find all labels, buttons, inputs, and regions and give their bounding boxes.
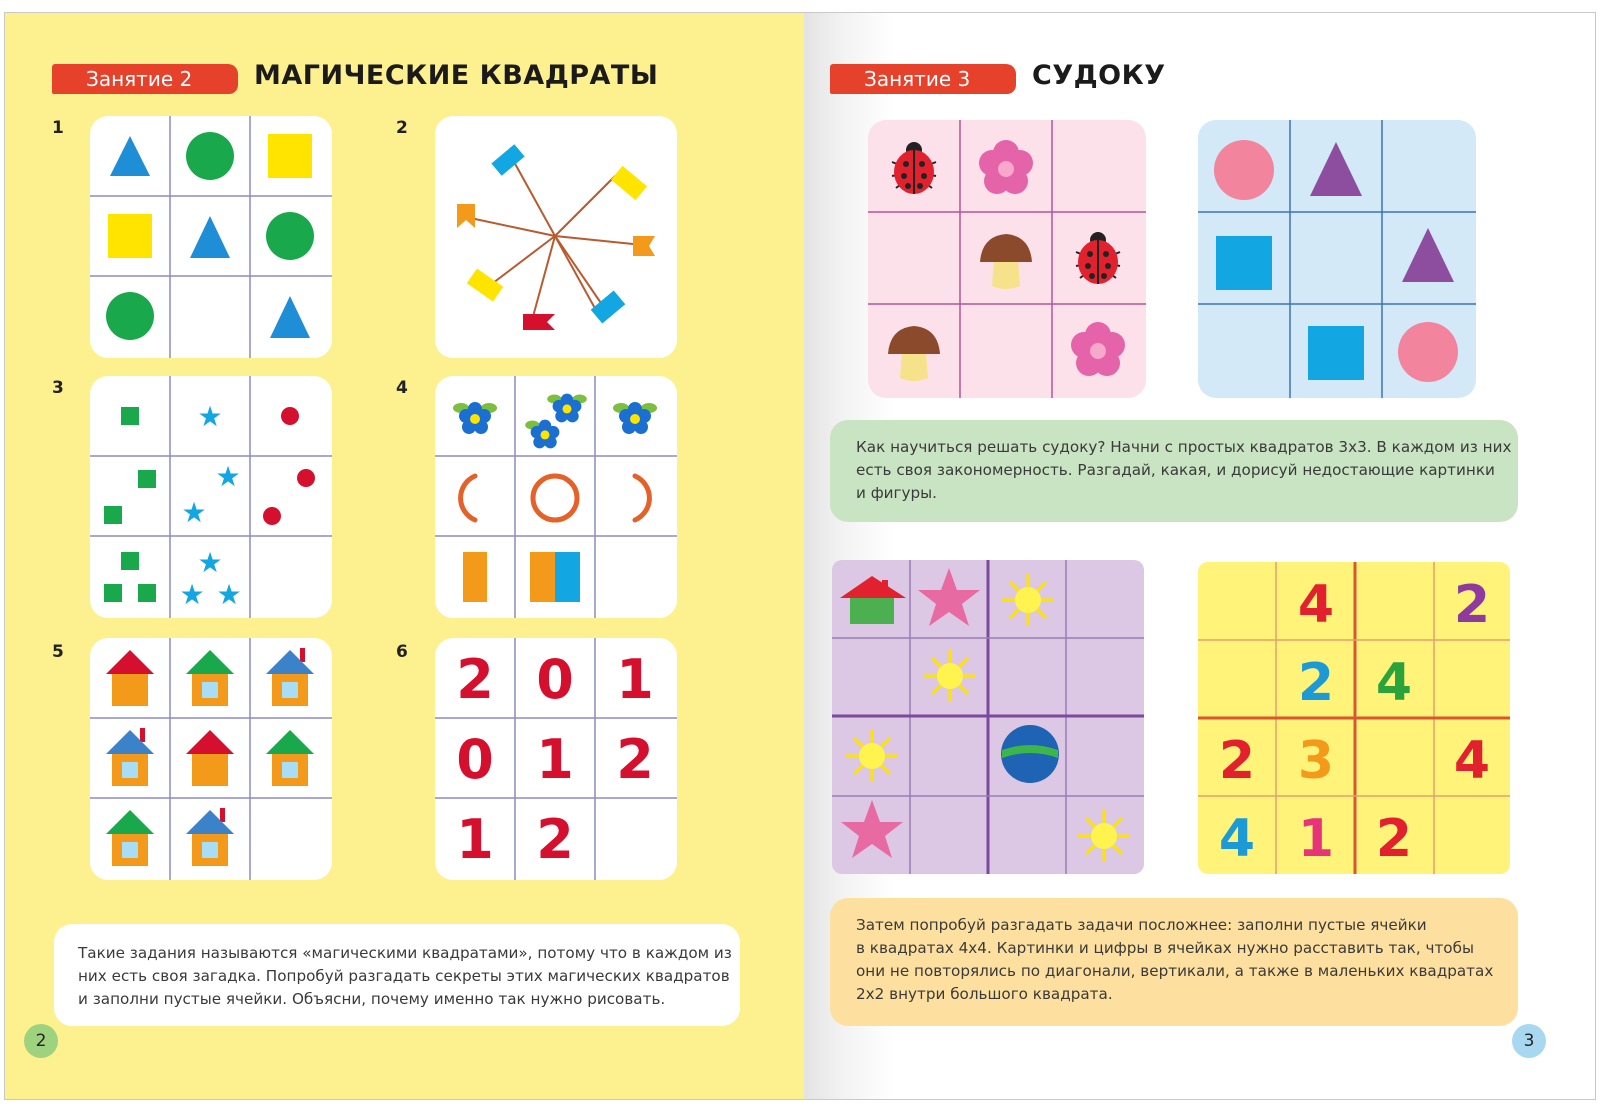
sudoku-4x4-pictures — [832, 560, 1144, 874]
cyan-square-shape — [1308, 326, 1364, 380]
pink-star-icon — [918, 568, 980, 626]
exercise-number-5: 5 — [52, 642, 64, 662]
green-small-square — [104, 584, 122, 602]
planet-ball-icon — [1001, 725, 1059, 783]
ladybug-icon — [892, 142, 936, 194]
lesson-2-tag: Занятие 2 — [52, 64, 238, 94]
ladybug-icon — [1076, 232, 1120, 284]
sudoku-purple-grid — [832, 560, 1144, 874]
blue-star-shape: ★ — [181, 496, 207, 529]
blue-star-shape: ★ — [197, 400, 223, 433]
orange-rectangle — [463, 552, 487, 602]
outro-line: в квадратах 4х4. Картинки и цифры в ячейках нужно расставить так, чтобы — [856, 939, 1474, 957]
green-circle-shape — [106, 292, 154, 340]
green-small-square — [138, 584, 156, 602]
lesson-3-tag: Занятие 3 — [830, 64, 1016, 94]
green-small-square — [138, 470, 156, 488]
mushroom-icon — [980, 234, 1032, 289]
green-small-square — [104, 506, 122, 524]
orange-flag — [633, 236, 655, 256]
outro-line: они не повторялись по диагонали, вертикали, а также в маленьких квадратах — [856, 962, 1494, 980]
orange-right-arc — [635, 476, 649, 520]
page-number-left: 2 — [24, 1024, 58, 1058]
blue-star-shape: ★ — [197, 546, 223, 579]
description-line: и заполни пустые ячейки. Объясни, почему именно так нужно рисовать. — [78, 990, 666, 1008]
blue-star-shape: ★ — [216, 578, 242, 611]
orange-rectangle — [530, 552, 555, 602]
green-small-square — [121, 407, 139, 425]
sudoku-4x4-digits — [1198, 562, 1510, 874]
left-description-box — [54, 924, 740, 1026]
yellow-flag — [467, 268, 504, 301]
sudoku-digit: 3 — [1297, 731, 1335, 791]
yellow-square-shape — [108, 214, 152, 258]
purple-triangle-shape — [1402, 228, 1454, 282]
exercise-number-4: 4 — [396, 378, 408, 398]
sudoku-digit: 1 — [1297, 809, 1335, 869]
sudoku-yellow-grid — [1198, 562, 1510, 874]
blue-star-shape: ★ — [179, 578, 205, 611]
intro-line: Как научиться решать судоку? Начни с простых квадратов 3х3. В каждом из них — [856, 438, 1512, 456]
sudoku-digit: 4 — [1375, 653, 1413, 713]
outro-line: Затем попробуй разгадать задачи посложнее: заполни пустые ячейки — [856, 916, 1427, 934]
green-small-square — [121, 552, 139, 570]
magic-square-3 — [90, 376, 332, 618]
pink-circle-shape — [1214, 140, 1274, 200]
blue-flower-icon — [453, 402, 497, 434]
magic-square-5-grid — [90, 638, 332, 880]
magic-square-1 — [90, 116, 332, 358]
red-dot-shape — [281, 407, 299, 425]
green-circle-shape — [266, 212, 314, 260]
blue-star-shape: ★ — [215, 460, 241, 493]
intro-line: есть своя закономерность. Разгадай, какая, и дорисуй недостающие картинки — [856, 461, 1495, 479]
magic-square-1-grid — [90, 116, 332, 358]
pink-star-icon — [841, 800, 903, 858]
sun-icon — [846, 730, 898, 782]
mushroom-icon — [888, 326, 940, 381]
yellow-flag — [611, 166, 647, 200]
exercise-number-6: 6 — [396, 642, 408, 662]
red-flag — [523, 314, 555, 330]
sun-icon — [924, 650, 976, 702]
cyan-rectangle — [555, 552, 580, 602]
sudoku-3x3-shapes — [1198, 120, 1476, 398]
description-line: Такие задания называются «магическими квадратами», потому что в каждом из — [78, 944, 732, 962]
magic-square-6-grid — [435, 638, 677, 880]
red-dot-shape — [297, 469, 315, 487]
blue-triangle-shape — [270, 296, 310, 338]
digit-cell: 1 — [536, 728, 574, 791]
digit-cell: 2 — [616, 728, 654, 791]
digit-cell: 2 — [456, 648, 494, 711]
blue-flower-icon — [525, 420, 559, 449]
exercise-number-3: 3 — [52, 378, 64, 398]
house-icon — [840, 576, 906, 624]
pink-flower-icon — [1071, 322, 1125, 376]
sudoku-outro-box — [830, 898, 1518, 1026]
digit-cell: 1 — [616, 648, 654, 711]
blue-triangle-shape — [110, 136, 150, 176]
sudoku-digit: 2 — [1218, 731, 1256, 791]
exercise-number-2: 2 — [396, 118, 408, 138]
sudoku-pink-grid — [868, 120, 1146, 398]
sudoku-3x3-pictures — [868, 120, 1146, 398]
digit-cell: 1 — [456, 808, 494, 871]
magic-square-4-grid — [435, 376, 677, 618]
house-blue-roof-chimney-icon — [186, 808, 234, 866]
digit-cell: 0 — [456, 728, 494, 791]
sudoku-digit: 4 — [1453, 731, 1491, 791]
lesson-3-title: СУДОКУ — [1032, 60, 1166, 91]
red-dot-shape — [263, 507, 281, 525]
sudoku-blue-grid — [1198, 120, 1476, 398]
digit-cell: 2 — [536, 808, 574, 871]
house-blue-roof-chimney-icon — [106, 728, 154, 786]
house-green-roof-icon — [186, 650, 234, 706]
outro-line: 2х2 внутри большого квадрата. — [856, 985, 1113, 1003]
lesson-2-title: МАГИЧЕСКИЕ КВАДРАТЫ — [254, 60, 659, 91]
blue-flower-icon — [613, 402, 657, 434]
blue-triangle-shape — [190, 216, 230, 258]
sun-icon — [1078, 810, 1130, 862]
sun-icon — [1002, 574, 1054, 626]
sudoku-digit: 2 — [1453, 575, 1491, 635]
pink-circle-shape — [1398, 322, 1458, 382]
house-red-roof-icon — [106, 650, 154, 706]
description-line: них есть своя загадка. Попробуй разгадать секреты этих магических квадратов — [78, 967, 730, 985]
sudoku-intro-box — [830, 420, 1518, 522]
sudoku-digit: 4 — [1218, 809, 1256, 869]
exercise-number-1: 1 — [52, 118, 64, 138]
orange-left-arc — [461, 476, 475, 520]
intro-line: и фигуры. — [856, 484, 937, 502]
sudoku-digit: 2 — [1375, 809, 1413, 869]
pink-flower-icon — [979, 140, 1033, 194]
blue-flower-icon — [547, 394, 587, 423]
sudoku-digit: 2 — [1297, 653, 1335, 713]
orange-ring — [533, 476, 577, 520]
magic-square-2 — [435, 116, 677, 358]
house-blue-roof-chimney-icon — [266, 648, 314, 706]
magic-square-5 — [90, 638, 332, 880]
cyan-square-shape — [1216, 236, 1272, 290]
magic-square-4 — [435, 376, 677, 618]
sudoku-digit: 4 — [1297, 575, 1335, 635]
magic-square-6 — [435, 638, 677, 880]
house-red-roof-icon — [186, 730, 234, 786]
green-circle-shape — [186, 132, 234, 180]
page-number-right: 3 — [1512, 1024, 1546, 1058]
orange-flag — [457, 204, 475, 228]
yellow-square-shape — [268, 134, 312, 178]
purple-triangle-shape — [1310, 142, 1362, 196]
house-green-roof-icon — [266, 730, 314, 786]
digit-cell: 0 — [536, 648, 574, 711]
magic-square-3-grid — [90, 376, 332, 618]
flag-wheel-drawing — [435, 116, 677, 358]
house-green-roof-icon — [106, 810, 154, 866]
